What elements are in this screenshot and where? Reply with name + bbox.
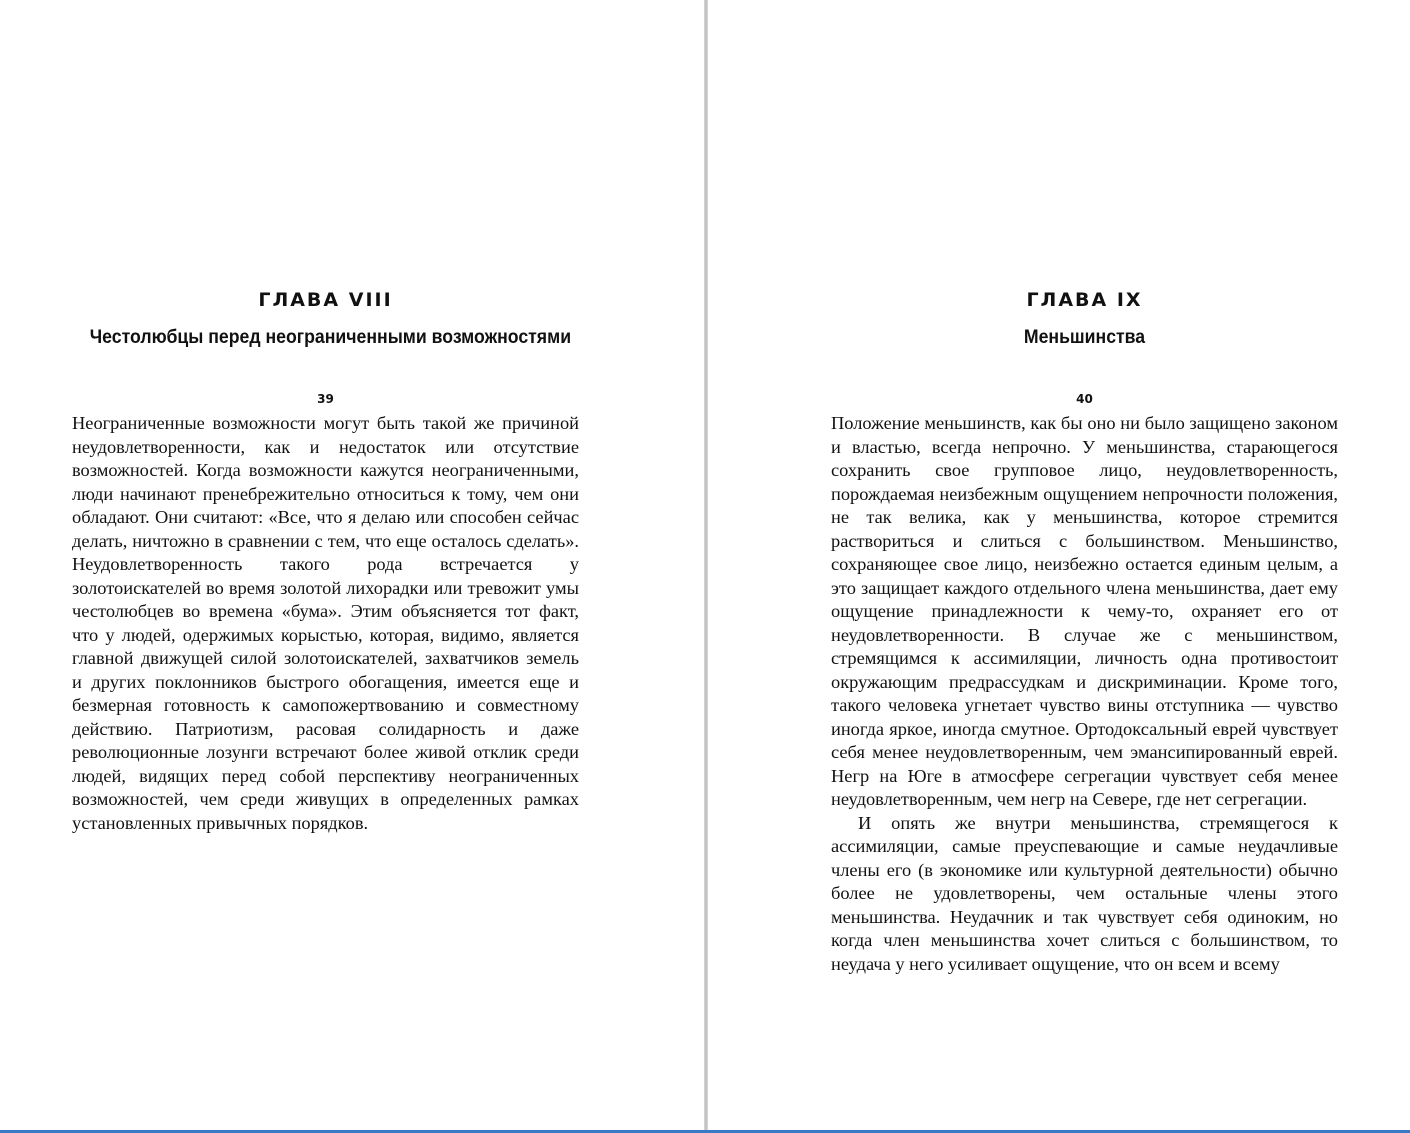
left-page bbox=[0, 0, 704, 1133]
right-page bbox=[708, 0, 1410, 1133]
paragraph: Положение меньшинств, как бы оно ни было защищено законом и властью, всегда непрочно. У меньшинства, старающегося сохранить свое групповое лицо, неудовлетворенность, порождаемая неизбежным ощущением непрочности положения, не так велика, как у меньшинства, которое стремится раствориться и слиться с большинством. Меньшинство, сохраняющее свое лицо, неизбежно остается единым целым, а это защищает каждого отдельного члена меньшинства, дает ему ощущение принадлежности к чему-то, охраняет его от неудовлетворенности. В случае же с меньшинством, стремящимся к ассимиляции, личность одна противостоит окружающим предрассудкам и дискриминации. Кроме того, такого человека угнетает чувство вины отступника — чувство иногда яркое, иногда смутное. Ортодоксальный еврей чувствует себя менее неудовлетворенным, чем эмансипированный еврей. Негр на Юге в атмосфере сегрегации чувствует себя менее неудовлетворенным, чем негр на Севере, где нет сегрегации. bbox=[831, 413, 1338, 809]
chapter-label: ГЛАВА VIII bbox=[258, 289, 393, 311]
paragraph: Неограниченные возможности могут быть такой же причиной неудовлетворенности, как и недостаток или отсутствие возможностей. Когда возможности кажутся неограниченными, люди начинают пренебрежительно относиться к тому, чем они обладают. Они считают: «Все, что я делаю или способен сейчас делать, ничтожно в сравнении с тем, что еще осталось сделать». Неудовлетворенность такого рода встречается у золотоискателей во время золотой лихорадки или тревожит умы честолюбцев во времена «бума». Этим объясняется тот факт, что у людей, одержимых корыстью, которая, видимо, является главной движущей силой золотоискателей, захватчиков земель и других поклонников быстрого обогащения, имеется еще и безмерная готовность к самопожертвованию и совместному действию. Патриотизм, расовая солидарность и даже революционные лозунги встречают более живой отклик среди людей, видящих перед собой перспективу неограниченных возможностей, чем среди живущих в определенных рамках установленных привычных порядков. bbox=[72, 413, 579, 833]
chapter-title: Меньшинства bbox=[1023, 327, 1146, 348]
body-text bbox=[72, 412, 579, 835]
paragraph: И опять же внутри меньшинства, стремящегося к ассимиляции, самые преуспевающие и самые неудачливые члены его (в экономике или культурной деятельности) обычно более не удовлетворены, чем остальные члены этого меньшинства. Неудачник и так чувствует себя одиноким, но когда член меньшинства хочет слиться с большинством, то неудача у него усиливает ощущение, что он всем и всему bbox=[831, 812, 1338, 974]
section-number: 39 bbox=[317, 392, 334, 406]
section-number: 40 bbox=[1076, 392, 1093, 406]
body-text bbox=[831, 412, 1338, 976]
chapter-label: ГЛАВА IX bbox=[1026, 289, 1143, 311]
chapter-title: Честолюбцы перед неограниченными возможностями bbox=[89, 327, 572, 348]
